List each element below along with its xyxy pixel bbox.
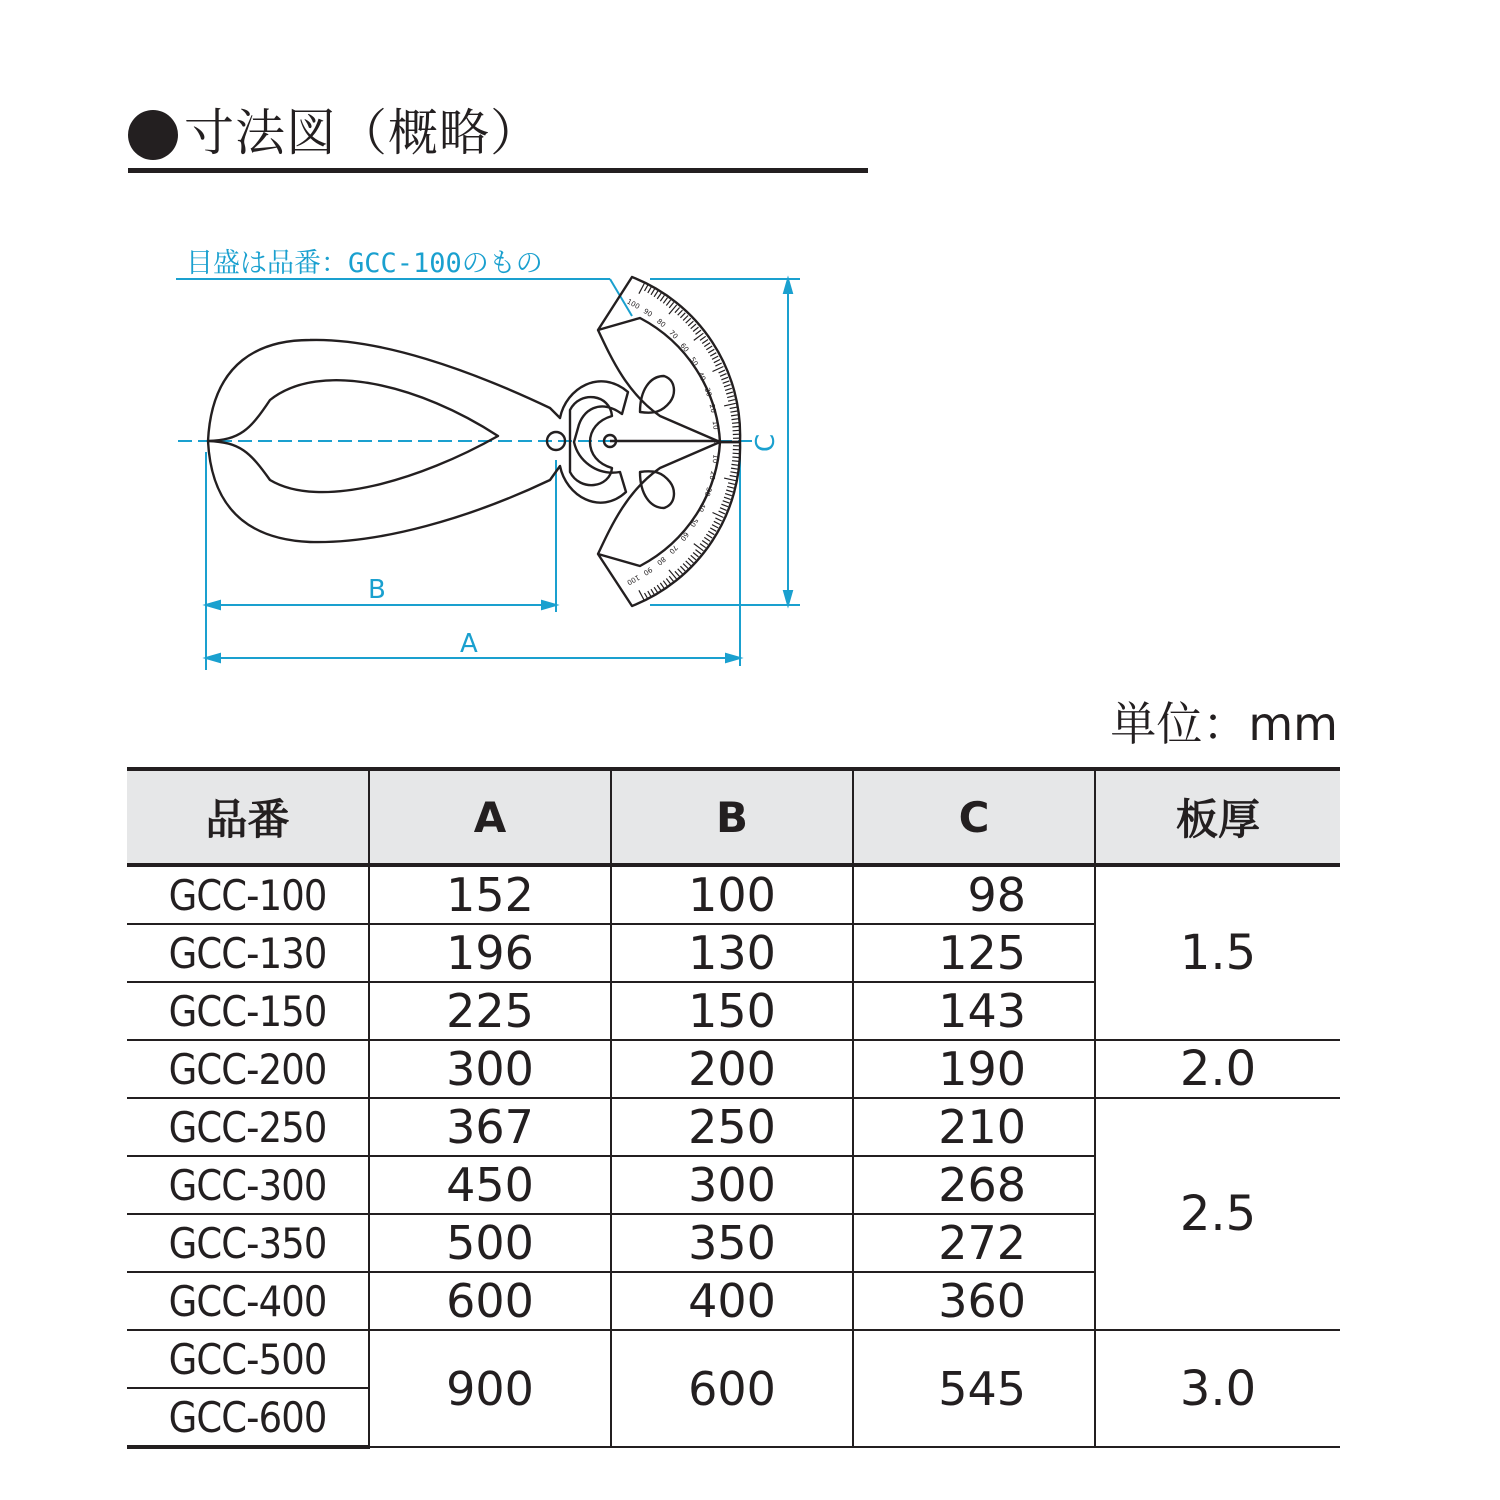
cell-a: 600 <box>369 1272 611 1330</box>
scale-tick <box>732 457 739 458</box>
scale-tick <box>724 403 736 406</box>
cell-a: 225 <box>369 982 611 1040</box>
scale-tick <box>702 340 708 344</box>
scale-tick <box>678 310 683 315</box>
table-header-row <box>127 769 1340 865</box>
cell-model: GCC-400 <box>142 1272 355 1330</box>
scale-tick <box>700 336 706 340</box>
scale-tick <box>651 289 655 295</box>
scale-tick <box>725 388 732 390</box>
scale-tick <box>708 349 714 353</box>
cell-a: 196 <box>369 924 611 982</box>
cell-thickness: 1.5 <box>1095 865 1340 1040</box>
scale-label: 60 <box>678 530 691 543</box>
scale-label: 100 <box>625 573 641 587</box>
scale-tick <box>639 590 645 601</box>
scale-tick <box>688 321 693 326</box>
scale-tick <box>648 287 652 293</box>
scale-tick <box>730 476 737 477</box>
scale-label: 80 <box>655 554 668 567</box>
cell-c: 268 <box>853 1156 1095 1214</box>
cell-b: 200 <box>611 1040 853 1098</box>
scale-tick <box>710 353 716 356</box>
scale-tick <box>696 550 702 554</box>
lower-window <box>640 471 674 508</box>
scale-tick <box>704 537 710 541</box>
scale-label: 80 <box>655 317 668 330</box>
scale-tick <box>720 508 727 511</box>
section-heading <box>128 96 868 176</box>
scale-tick <box>654 587 658 593</box>
cell-model: GCC-200 <box>142 1040 355 1098</box>
upper-scale-web <box>598 330 720 445</box>
scale-tick <box>723 381 730 383</box>
scale-label: 10 <box>710 453 720 464</box>
scale-tick <box>663 298 667 304</box>
scale-label: 30 <box>702 486 714 498</box>
cell-thickness: 2.0 <box>1095 1040 1340 1098</box>
scale-tick <box>660 295 664 301</box>
scale-tick <box>693 553 698 557</box>
scale-label: 50 <box>687 516 700 529</box>
scale-tick <box>715 363 721 366</box>
scale-tick <box>696 330 702 334</box>
cell-c: 98 <box>853 865 1095 924</box>
dimension-label-a: A <box>460 629 478 659</box>
scale-tick <box>714 360 720 363</box>
cell-model: GCC-250 <box>142 1098 355 1156</box>
scale-tick <box>712 525 718 528</box>
table-row <box>127 865 1340 924</box>
cell-a: 300 <box>369 1040 611 1098</box>
scale-tick <box>657 585 661 591</box>
scale-tick <box>686 561 691 566</box>
table-row <box>127 1098 1340 1156</box>
scale-tick <box>678 569 683 574</box>
scale-tick <box>726 490 733 492</box>
scale-tick <box>726 392 733 394</box>
cell-thickness: 2.5 <box>1095 1098 1340 1330</box>
cell-model: GCC-500 <box>142 1330 355 1388</box>
scale-label: 20 <box>707 470 718 481</box>
scale-label: 90 <box>641 565 654 577</box>
cell-thickness: 3.0 <box>1095 1330 1340 1447</box>
scale-tick <box>724 385 731 387</box>
cell-c: 272 <box>853 1214 1095 1272</box>
scale-tick <box>704 343 710 347</box>
scale-tick <box>669 576 674 582</box>
cell-c: 360 <box>853 1272 1095 1330</box>
scale-tick <box>732 426 739 427</box>
cell-b: 300 <box>611 1156 853 1214</box>
cell-a: 152 <box>369 865 611 924</box>
scale-tick <box>675 571 680 576</box>
scale-tick <box>730 472 737 473</box>
scale-tick <box>719 511 725 514</box>
dimension-lines <box>176 279 800 670</box>
dimension-label-b: B <box>368 575 386 605</box>
scale-tick <box>725 494 732 496</box>
scale-tick <box>721 377 728 380</box>
cell-a: 500 <box>369 1214 611 1272</box>
cell-c: 545 <box>853 1330 1095 1447</box>
scale-label: 10 <box>710 420 720 431</box>
scale-label: 30 <box>702 386 714 398</box>
scale-tick <box>663 581 667 587</box>
scale-tick <box>719 370 725 373</box>
scale-tick <box>666 300 670 306</box>
cell-b: 130 <box>611 924 853 982</box>
header-thickness: 板厚 <box>1095 769 1340 865</box>
unit-label: 単位：mm <box>1110 697 1338 751</box>
cell-a: 900 <box>369 1330 611 1447</box>
scale-tick <box>713 513 724 518</box>
cell-b: 250 <box>611 1098 853 1156</box>
scale-label: 70 <box>667 328 680 341</box>
scale-tick <box>645 285 648 291</box>
cell-b: 350 <box>611 1214 853 1272</box>
dimension-label-c: C <box>751 433 781 452</box>
scale-tick <box>648 591 652 597</box>
scale-label: 70 <box>667 543 680 556</box>
cell-model: GCC-130 <box>142 924 355 982</box>
scale-tick <box>721 504 728 507</box>
scale-tick <box>683 564 688 569</box>
scale-label: 40 <box>696 501 708 514</box>
scale-tick <box>683 316 688 321</box>
heading-underline <box>128 168 868 173</box>
scale-tick <box>708 531 714 535</box>
cell-a: 450 <box>369 1156 611 1214</box>
dimension-table <box>127 767 1340 1449</box>
scale-tick <box>728 400 735 402</box>
scale-tick <box>724 478 736 481</box>
scale-tick <box>645 593 648 599</box>
cell-c: 190 <box>853 1040 1095 1098</box>
cell-b: 400 <box>611 1272 853 1330</box>
scale-tick <box>732 464 739 465</box>
scale-tick <box>700 544 706 548</box>
scale-tick <box>712 356 718 359</box>
scale-tick <box>715 518 721 521</box>
table-row <box>127 1040 1340 1098</box>
scale-tick <box>731 415 738 416</box>
cell-c: 125 <box>853 924 1095 982</box>
scale-tick <box>733 430 740 431</box>
cell-c: 143 <box>853 982 1095 1040</box>
scale-tick <box>732 461 739 462</box>
scale-tick <box>732 423 739 424</box>
scale-tick <box>666 579 670 585</box>
scale-tick <box>730 407 737 408</box>
scale-tick <box>710 528 716 531</box>
cell-a: 367 <box>369 1098 611 1156</box>
cell-model: GCC-300 <box>142 1156 355 1214</box>
cell-model: GCC-350 <box>142 1214 355 1272</box>
table-row <box>127 1330 1340 1388</box>
scale-tick <box>727 486 734 488</box>
section-title: 寸法図（概略） <box>184 104 541 162</box>
header-c: C <box>853 769 1095 865</box>
scale-tick <box>724 497 731 499</box>
scale-tick <box>680 566 685 571</box>
scale-tick <box>713 367 724 372</box>
scale-tick <box>730 411 737 412</box>
scale-tick <box>732 419 739 420</box>
caliper-dimension-drawing <box>0 180 1500 700</box>
scale-tick <box>688 558 693 563</box>
scale-label: 100 <box>625 297 641 311</box>
header-b: B <box>611 769 853 865</box>
inner-jaw <box>208 380 498 492</box>
cell-b: 100 <box>611 865 853 924</box>
cell-b: 600 <box>611 1330 853 1447</box>
scale-tick <box>691 324 696 329</box>
scale-tick <box>720 374 727 377</box>
scale-tick <box>654 291 658 297</box>
scale-tick <box>714 521 720 524</box>
scale-label: 90 <box>641 307 654 319</box>
scale-label: 20 <box>707 403 718 414</box>
scale-tick <box>686 318 691 323</box>
header-a: A <box>369 769 611 865</box>
scale-label: 50 <box>687 355 700 368</box>
scale-tick <box>680 313 685 318</box>
scale-tick <box>727 396 734 398</box>
scale-tick <box>706 534 712 538</box>
scale-tick <box>731 468 738 469</box>
cell-model: GCC-150 <box>142 982 355 1040</box>
scale-note: 目盛は品番：GCC-100のもの <box>186 248 543 279</box>
scale-tick <box>702 541 708 545</box>
cell-c: 210 <box>853 1098 1095 1156</box>
header-model: 品番 <box>127 769 369 865</box>
scale-label: 60 <box>678 341 691 354</box>
scale-tick <box>706 346 712 350</box>
cell-b: 150 <box>611 982 853 1040</box>
cell-model: GCC-600 <box>142 1388 355 1447</box>
upper-window <box>640 376 674 413</box>
scale-label: 40 <box>696 370 708 383</box>
scale-tick <box>693 327 698 331</box>
scale-tick <box>723 501 730 503</box>
scale-tick <box>728 483 735 485</box>
scale-tick <box>675 308 680 313</box>
scale-tick <box>660 583 664 589</box>
cell-model: GCC-100 <box>142 865 355 924</box>
scale-tick <box>733 453 740 454</box>
scale-label: 0 <box>712 439 720 445</box>
scale-tick <box>691 555 696 560</box>
scale-tick <box>657 293 661 299</box>
bullet-dot-icon <box>128 110 178 160</box>
scale-tick <box>669 302 674 308</box>
scale-tick <box>639 283 645 294</box>
scale-tick <box>651 589 655 595</box>
